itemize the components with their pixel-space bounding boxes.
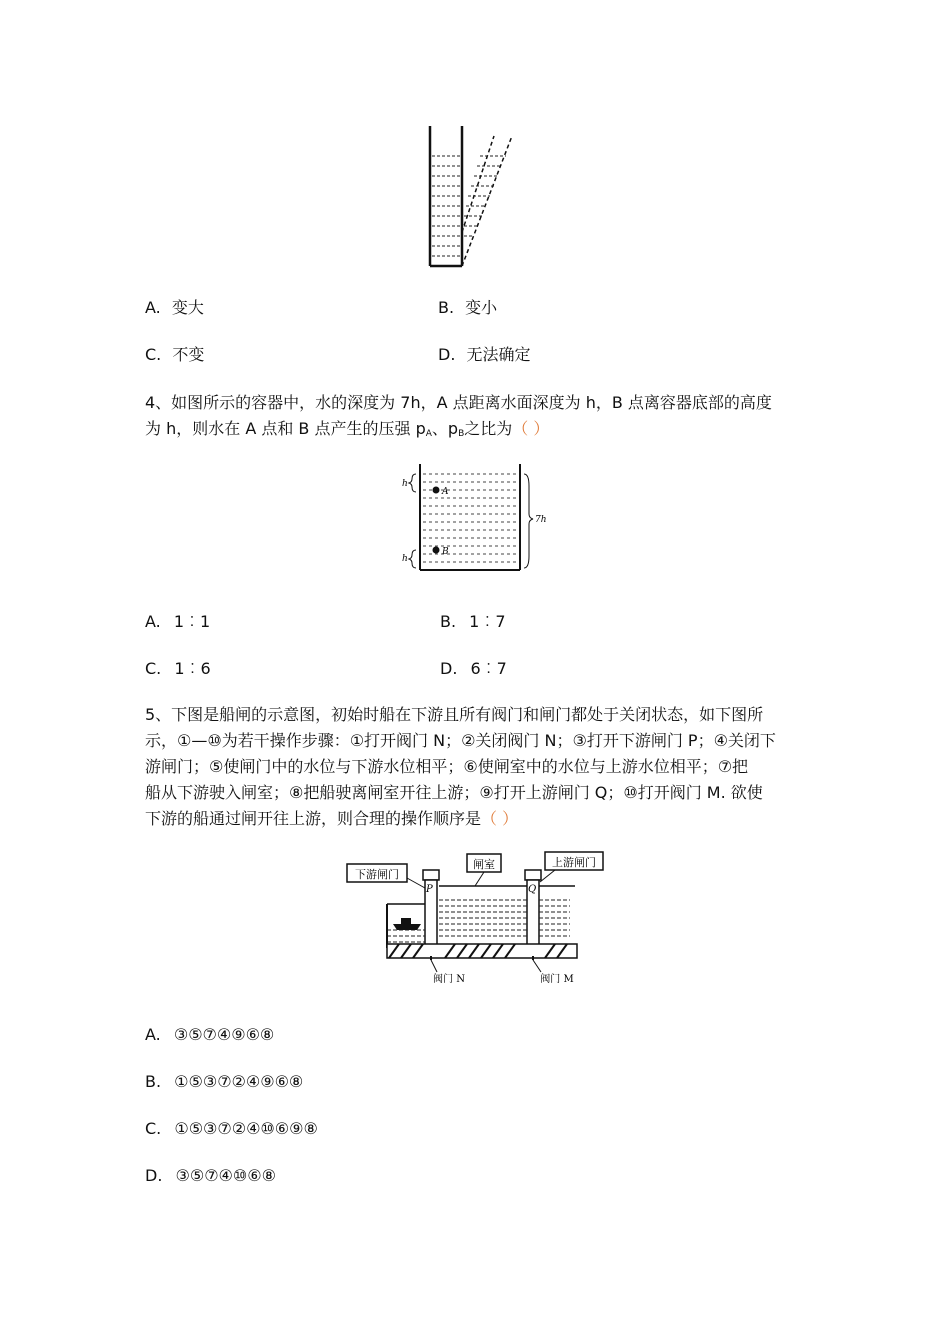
q5-option-c[interactable] bbox=[145, 1119, 318, 1139]
option-text: 6︰7 bbox=[470, 659, 507, 678]
option-text: 1︰7 bbox=[469, 612, 506, 631]
option-text: 不变 bbox=[172, 345, 205, 364]
option-text: 1︰1 bbox=[173, 612, 211, 631]
ship-lock-figure bbox=[345, 848, 605, 988]
option-letter: D. bbox=[440, 659, 458, 678]
option-letter: A. bbox=[145, 612, 161, 631]
option-letter: B. bbox=[440, 612, 457, 631]
option-text: ③⑤⑦④⑩⑥⑧ bbox=[175, 1166, 276, 1185]
option-text: 1︰6 bbox=[174, 659, 211, 678]
q4-line-2 bbox=[145, 416, 815, 447]
q5-line-2: 示，①—⑩为若干操作步骤：①打开阀门 N；②关闭阀门 N；③打开下游闸门 P；④关闭下 bbox=[145, 731, 776, 750]
option-text: 变大 bbox=[171, 298, 204, 317]
upstream-gate-label: 上游闸门 bbox=[552, 856, 596, 869]
q4-option-c[interactable] bbox=[145, 659, 211, 679]
q4-option-d[interactable] bbox=[440, 659, 507, 679]
q3-option-b[interactable] bbox=[438, 298, 497, 318]
container-figure bbox=[398, 460, 558, 575]
option-text: ③⑤⑦④⑨⑥⑧ bbox=[173, 1025, 275, 1044]
option-text: 无法确定 bbox=[466, 345, 531, 364]
tube-tilt-figure bbox=[420, 122, 530, 272]
valve-n-label: 阀门 N bbox=[433, 974, 465, 985]
valve-m-label: 阀门 M bbox=[540, 974, 574, 985]
option-letter: B. bbox=[438, 298, 455, 317]
option-letter: C. bbox=[145, 1119, 162, 1138]
point-a-label: A bbox=[442, 487, 449, 497]
downstream-gate-label: 下游闸门 bbox=[355, 868, 399, 881]
answer-blank[interactable]: （ ） bbox=[481, 809, 519, 828]
q5-line-1: 5、下图是船闸的示意图，初始时船在下游且所有阀门和闸门都处于关闭状态，如下图所 bbox=[145, 705, 764, 724]
h-top-label: h bbox=[402, 479, 408, 489]
q4-sub-b: B bbox=[458, 429, 465, 439]
q3-option-a[interactable] bbox=[145, 298, 204, 318]
chamber-label: 闸室 bbox=[473, 858, 495, 871]
option-letter: A. bbox=[145, 1025, 161, 1044]
q4-line-2-prefix: 为 h，则水在 A 点和 B 点产生的压强 p bbox=[145, 419, 426, 438]
q4-sub-a: A bbox=[425, 429, 432, 439]
h-bottom-label: h bbox=[402, 554, 408, 564]
answer-blank[interactable]: （ ） bbox=[512, 419, 550, 438]
option-text: ①⑤③⑦②④⑨⑥⑧ bbox=[174, 1072, 304, 1091]
q5-line-5-prefix: 下游的船通过闸开往上游，则合理的操作顺序是 bbox=[145, 809, 482, 828]
depth-7h-label: 7h bbox=[535, 515, 547, 525]
option-letter: C. bbox=[145, 659, 162, 678]
q4-option-a[interactable] bbox=[145, 612, 210, 632]
q5-stem bbox=[145, 702, 815, 832]
point-b-label: B bbox=[442, 547, 449, 557]
option-letter: A. bbox=[145, 298, 161, 317]
q5-option-b[interactable] bbox=[145, 1072, 303, 1092]
q5-line-4: 船从下游驶入闸室；⑧把船驶离闸室开往上游；⑨打开上游闸门 Q；⑩打开阀门 M. 欲使 bbox=[145, 783, 763, 802]
gate-q-label: Q bbox=[528, 884, 537, 895]
q5-option-d[interactable] bbox=[145, 1166, 276, 1186]
q4-mid: 、p bbox=[431, 419, 459, 438]
q5-line-5 bbox=[145, 806, 815, 832]
q4-option-b[interactable] bbox=[440, 612, 506, 632]
q3-option-d[interactable] bbox=[438, 345, 531, 365]
option-letter: B. bbox=[145, 1072, 162, 1091]
option-letter: D. bbox=[438, 345, 456, 364]
option-letter: D. bbox=[145, 1166, 163, 1185]
option-letter: C. bbox=[145, 345, 162, 364]
option-text: ①⑤③⑦②④⑩⑥⑨⑧ bbox=[174, 1119, 318, 1138]
q4-line-1: 4、如图所示的容器中，水的深度为 7h，A 点距离水面深度为 h，B 点离容器底部的高度 bbox=[145, 393, 772, 412]
q4-line-2-suffix: 之比为 bbox=[464, 419, 513, 438]
q5-line-3: 游闸门；⑤使闸门中的水位与下游水位相平；⑥使闸室中的水位与上游水位相平；⑦把 bbox=[145, 757, 749, 776]
q4-stem bbox=[145, 390, 815, 447]
q5-option-a[interactable] bbox=[145, 1025, 274, 1045]
q3-option-c[interactable] bbox=[145, 345, 204, 365]
gate-p-label: P bbox=[426, 884, 433, 895]
option-text: 变小 bbox=[465, 298, 498, 317]
